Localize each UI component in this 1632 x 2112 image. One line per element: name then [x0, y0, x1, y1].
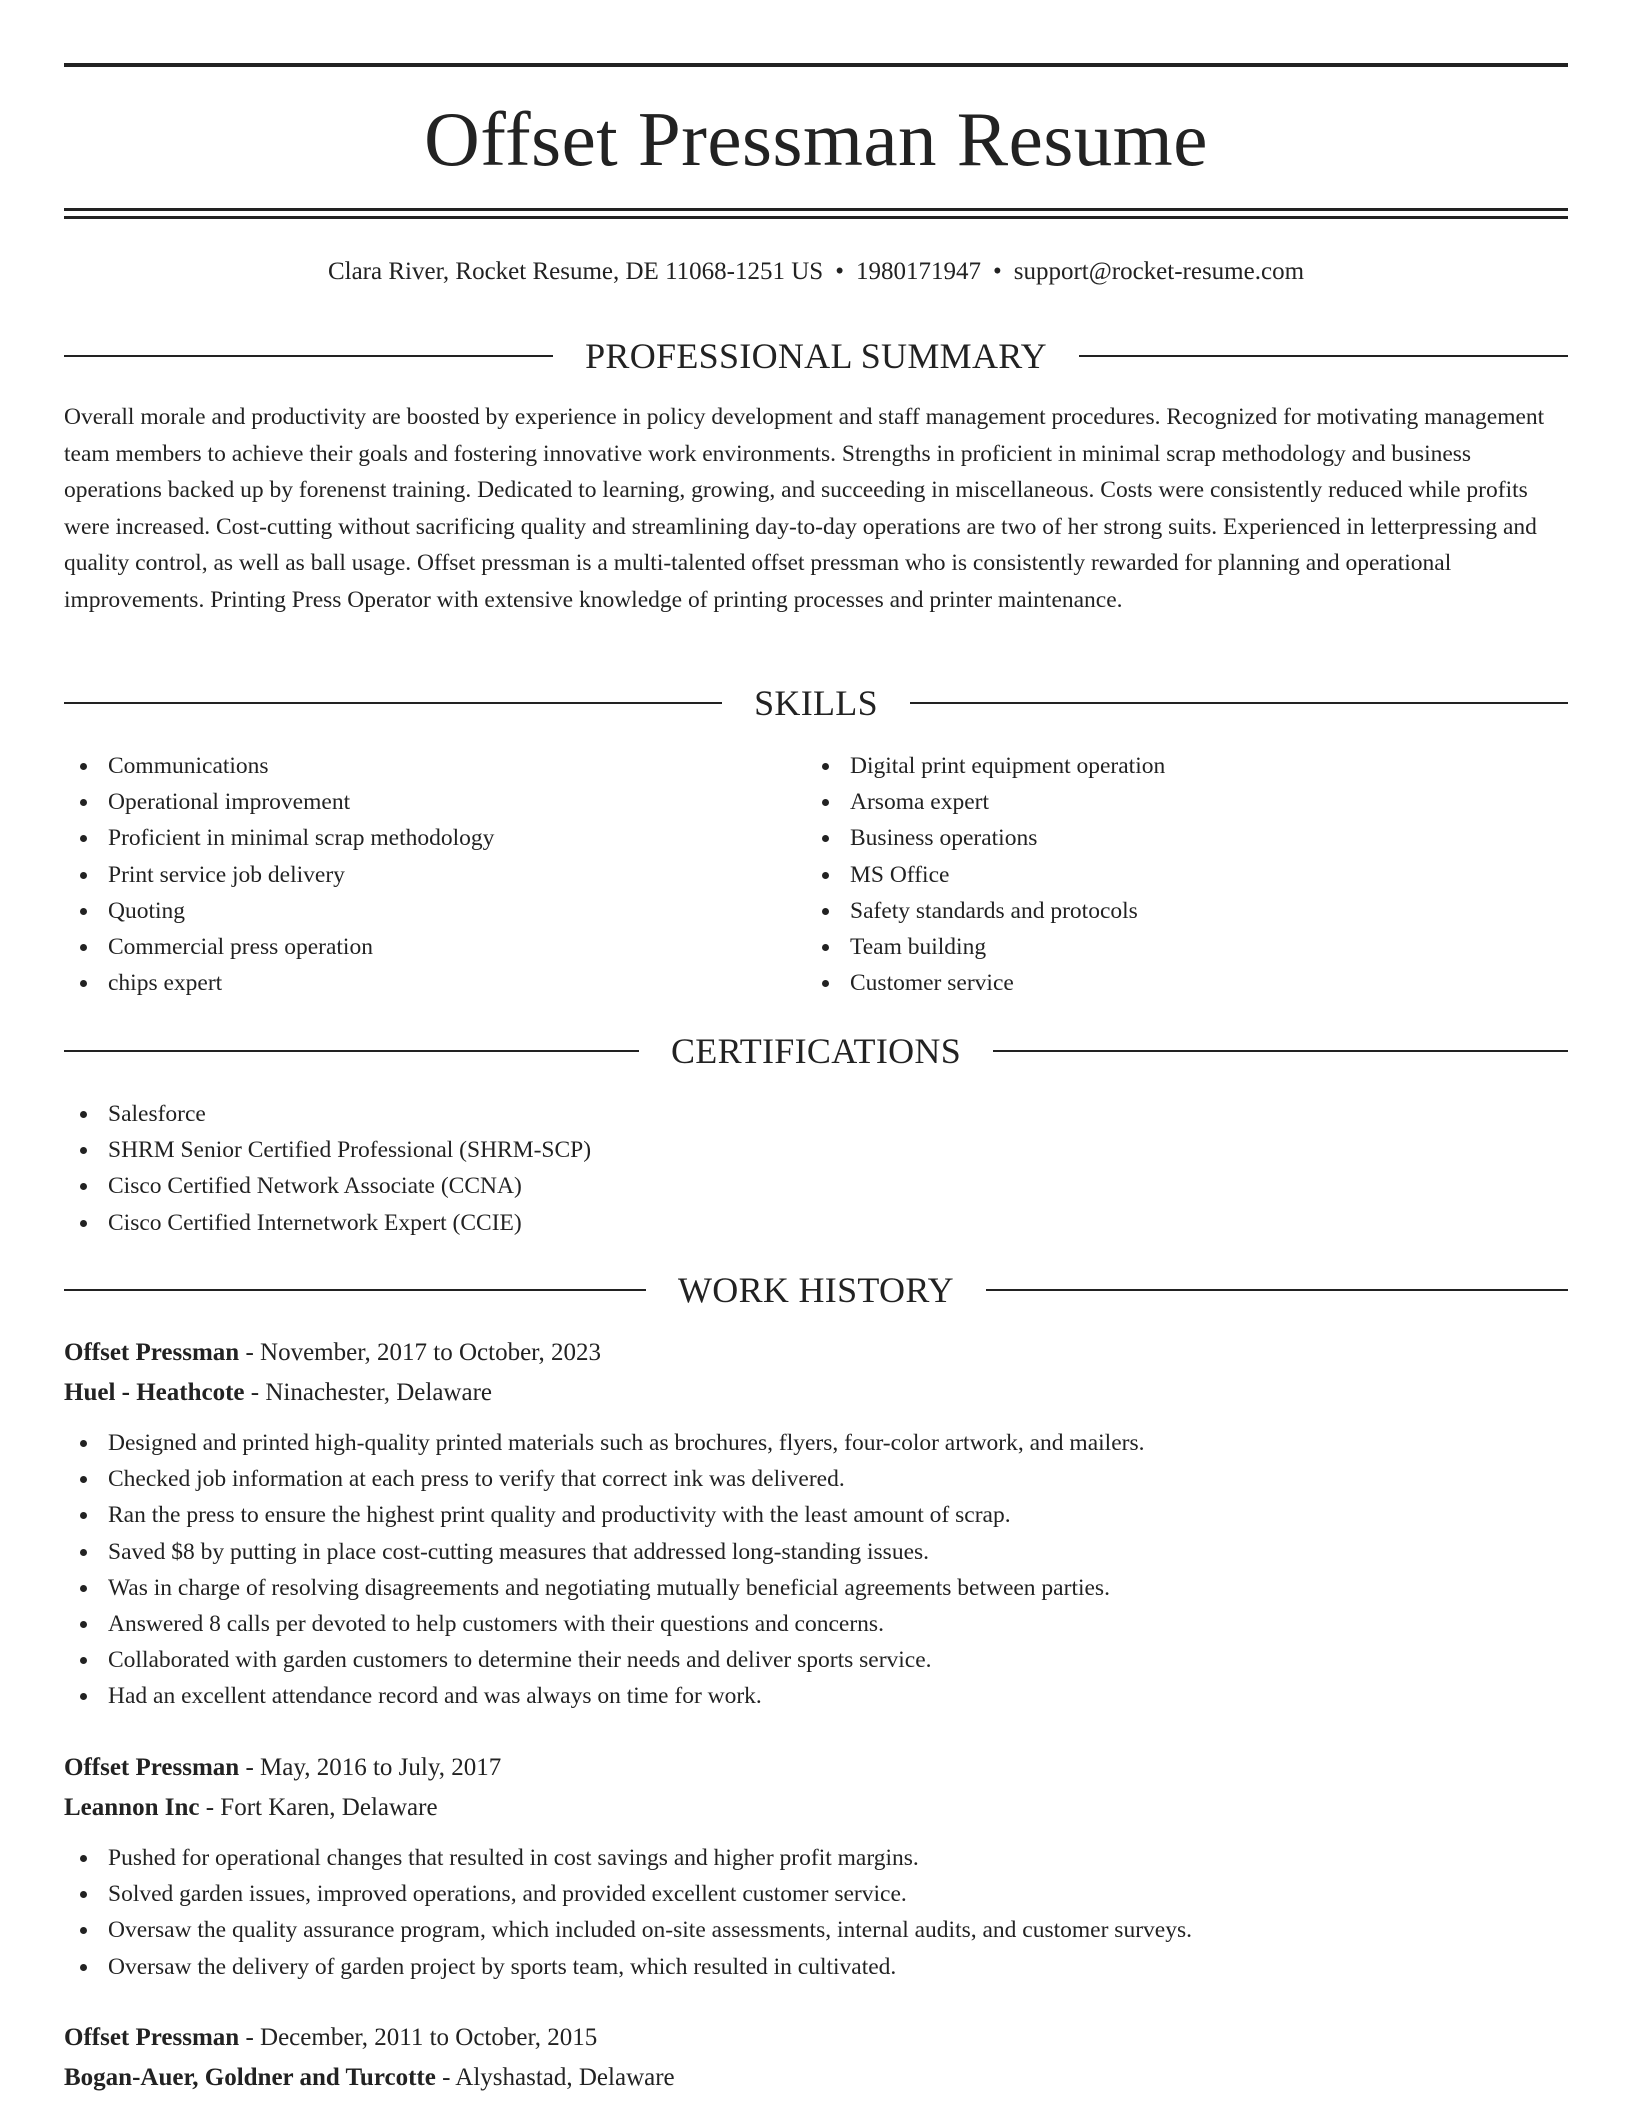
- job-entry: [64, 1748, 1568, 1985]
- section-heading-skills: [64, 681, 1568, 725]
- heading-rule-right: [1079, 355, 1568, 357]
- job-location: Alyshastad, Delaware: [455, 2064, 675, 2091]
- job-bullet: Saved $8 by putting in place cost-cutting measures that addressed long-standing issues.: [64, 1534, 1568, 1570]
- section-heading-label: PROFESSIONAL SUMMARY: [585, 336, 1047, 376]
- section-heading-label: WORK HISTORY: [678, 1270, 954, 1310]
- job-bullet: Ran the press to ensure the highest print quality and productivity with the least amount of scrap.: [64, 1497, 1568, 1533]
- job-company-row: Bogan-Auer, Goldner and Turcotte - Alyshastad, Delaware: [64, 2064, 675, 2091]
- heading-rule-right: [910, 702, 1568, 704]
- job-location: Fort Karen, Delaware: [220, 1794, 438, 1821]
- skill-item: Operational improvement: [64, 784, 804, 820]
- skill-item: Business operations: [806, 820, 1546, 856]
- skill-item: MS Office: [806, 857, 1546, 893]
- job-company-row: Huel - Heathcote - Ninachester, Delaware: [64, 1379, 492, 1406]
- skill-item: Team building: [806, 929, 1546, 965]
- skill-item: chips expert: [64, 965, 804, 1001]
- title-double-rule-upper: [64, 208, 1568, 211]
- job-bullets: [64, 1840, 1568, 1985]
- job-company: Bogan-Auer, Goldner and Turcotte: [64, 2064, 436, 2091]
- skill-item: Commercial press operation: [64, 929, 804, 965]
- title-double-rule-lower: [64, 216, 1568, 219]
- certification-item: SHRM Senior Certified Professional (SHRM-SCP): [64, 1132, 1568, 1168]
- section-heading-certifications: [64, 1029, 1568, 1073]
- job-bullet: Pushed for operational changes that resulted in cost savings and higher profit margins.: [64, 1840, 1568, 1876]
- job-bullet: Had an excellent attendance record and was always on time for work.: [64, 1678, 1568, 1714]
- job-title: Offset Pressman: [64, 1339, 240, 1366]
- skill-item: Digital print equipment operation: [806, 748, 1546, 784]
- job-bullet: Oversaw the delivery of garden project by sports team, which resulted in cultivated.: [64, 1949, 1568, 1985]
- job-title: Offset Pressman: [64, 1754, 240, 1781]
- job-entry: [64, 1333, 1568, 1715]
- job-bullet: Was in charge of resolving disagreements and negotiating mutually beneficial agreements between parties.: [64, 1570, 1568, 1606]
- heading-rule-left: [64, 1050, 639, 1052]
- job-company: Leannon Inc: [64, 1794, 200, 1821]
- job-company-row: Leannon Inc - Fort Karen, Delaware: [64, 1794, 438, 1821]
- job-dates: November, 2017 to October, 2023: [260, 1339, 602, 1366]
- section-heading-label: CERTIFICATIONS: [670, 1031, 962, 1071]
- job-bullet: Checked job information at each press to verify that correct ink was delivered.: [64, 1461, 1568, 1497]
- contact-separator: •: [835, 258, 844, 285]
- heading-rule-right: [986, 1289, 1568, 1291]
- skill-item: Quoting: [64, 893, 804, 929]
- job-title-row: Offset Pressman - May, 2016 to July, 2017: [64, 1754, 502, 1781]
- heading-rule-right: [993, 1050, 1568, 1052]
- section-heading-work-history: [64, 1268, 1568, 1312]
- skill-item: Customer service: [806, 965, 1546, 1001]
- job-location: Ninachester, Delaware: [265, 1379, 492, 1406]
- skills-list-right: [806, 748, 1546, 1001]
- contact-separator: •: [992, 258, 1002, 285]
- job-title-row: Offset Pressman - December, 2011 to October, 2015: [64, 2024, 598, 2051]
- job-entry: [64, 2018, 1568, 2098]
- certification-item: Cisco Certified Internetwork Expert (CCIE): [64, 1205, 1568, 1241]
- top-rule: [64, 63, 1568, 67]
- job-title: Offset Pressman: [64, 2024, 240, 2051]
- certification-item: Salesforce: [64, 1096, 1568, 1132]
- job-bullet: Designed and printed high-quality printed materials such as brochures, flyers, four-color artwork, and mailers.: [64, 1425, 1568, 1461]
- contact-email: support@rocket-resume.com: [1013, 258, 1305, 285]
- contact-phone: 1980171947: [855, 258, 981, 285]
- job-bullets: [64, 1425, 1568, 1715]
- summary-paragraph: Overall morale and productivity are boosted by experience in policy development and staff management procedures. Recognized for motivating management team members to achieve their goals and fostering innovative work environments. Strengths in proficient in minimal scrap methodology and business operations backed up by forenenst training. Dedicated to learning, growing, and succeeding in miscellaneous. Costs were consistently reduced while profits were increased. Cost-cutting without sacrificing quality and streamlining day-to-day operations are two of her strong suits. Experienced in letterpressing and quality control, as well as ball usage. Offset pressman is a multi-talented offset pressman who is consistently rewarded for planning and operational improvements. Printing Press Operator with extensive knowledge of printing processes and printer maintenance.: [64, 404, 1545, 613]
- skill-item: Safety standards and protocols: [806, 893, 1546, 929]
- heading-rule-left: [64, 355, 553, 357]
- certifications-list: [64, 1096, 1568, 1241]
- heading-rule-left: [64, 1289, 646, 1291]
- job-company: Huel - Heathcote: [64, 1379, 245, 1406]
- job-bullet: Oversaw the quality assurance program, which included on-site assessments, internal audits, and customer surveys.: [64, 1912, 1568, 1948]
- heading-rule-left: [64, 702, 722, 704]
- skills-list-left: [64, 748, 804, 1001]
- job-bullet: Collaborated with garden customers to determine their needs and deliver sports service.: [64, 1642, 1568, 1678]
- certification-item: Cisco Certified Network Associate (CCNA): [64, 1168, 1568, 1204]
- job-dates: December, 2011 to October, 2015: [260, 2024, 598, 2051]
- skill-item: Communications: [64, 748, 804, 784]
- contact-address: Clara River, Rocket Resume, DE 11068-1251 US: [327, 258, 824, 285]
- job-title-row: Offset Pressman - November, 2017 to October, 2023: [64, 1339, 602, 1366]
- job-dates: May, 2016 to July, 2017: [260, 1754, 502, 1781]
- skill-item: Arsoma expert: [806, 784, 1546, 820]
- resume-title: Offset Pressman Resume: [424, 96, 1208, 182]
- job-bullet: Solved garden issues, improved operations, and provided excellent customer service.: [64, 1876, 1568, 1912]
- skill-item: Print service job delivery: [64, 857, 804, 893]
- job-bullet: Answered 8 calls per devoted to help customers with their questions and concerns.: [64, 1606, 1568, 1642]
- section-heading-label: SKILLS: [754, 683, 878, 723]
- skill-item: Proficient in minimal scrap methodology: [64, 820, 804, 856]
- contact-line: [64, 255, 1568, 289]
- section-heading-summary: [64, 334, 1568, 378]
